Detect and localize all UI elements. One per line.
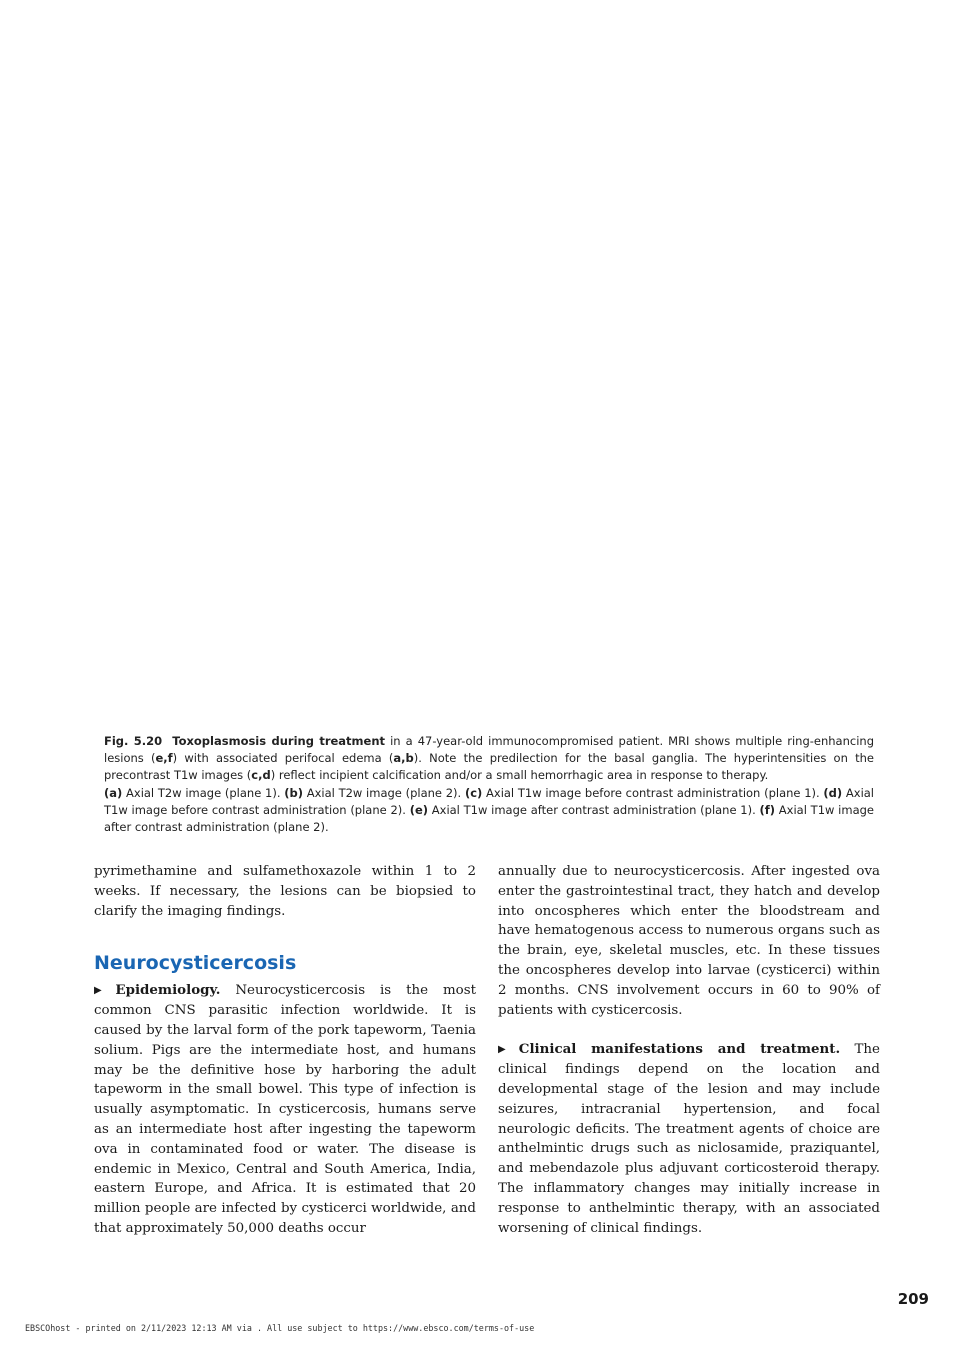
right-column [498,862,880,1238]
clinical-paragraph: ▶ Clinical manifestations and treatment. The clinical findings depend on the location and developmental stage of the lesion and may include seizures, intracranial hypertension, and focal neurologic deficits. The treatment agents of choice are anthelmintic drugs such as niclosamide, praziquantel, and mebendazole plus adjuvant corticosteroid therapy. The inflammatory changes may initially increase in response to anthelmintic therapy, with an associated worsening of clinical findings. [498,1041,880,1236]
print-footer: EBSCOhost - printed on 2/11/2023 12:13 AM via . All use subject to https://www.ebsco.com/terms-of-use [25,1323,535,1333]
page-number: 209 [897,1290,929,1308]
epidemiology-paragraph: ▶ Epidemiology. Neurocysticercosis is the most common CNS parasitic infection worldwide. It is caused by the larval form of the pork tapeworm, Taenia solium. Pigs are the intermediate host, and humans may be the definitive hose by harboring the adult tapeworm in the small bowel. This type of infection is usually asymptomatic. In cysticercosis, humans serve as an intermediate host after ingesting the tapeworm ova in contaminated food or water. The disease is endemic in Mexico, Central and South America, India, eastern Europe, and Africa. It is estimated that 20 million people are infected by cysticerci worldwide, and that approximately 50,000 deaths occur [94,982,476,1236]
left-column [94,862,476,1239]
continuation-paragraph: annually due to neurocysticercosis. After ingested ova enter the gastrointestinal tract, they hatch and develop into oncospheres which enter the bloodstream and have hematogenous access to numerous organs such as the brain, eye, skeletal muscles, etc. In these tissues the oncospheres develop into larvae (cysticerci) within 2 months. CNS involvement occurs in 60 to 90% of patients with cysticercosis. [498,864,880,1018]
figure-image-area [95,60,880,720]
caption-description: Fig. 5.20 Toxoplasmosis during treatment in a 47-year-old immunocompromised patient. MRI shows multiple ring-enhancing lesions (e,f) with associated perifocal edema (a,b). Note the predilection for the basal ganglia. The hyperintensities on the precontrast T1w images (c,d) reflect incipient calcification and/or a small hemorrhagic area in response to therapy. [104,734,875,783]
continuation-paragraph: pyrimethamine and sulfamethoxazole within 1 to 2 weeks. If necessary, the lesions can be biopsied to clarify the imaging findings. [94,864,476,919]
figure-caption [104,733,874,836]
section-heading: Neurocysticercosis [94,952,297,975]
figure-label: Fig. 5.20 [104,734,163,748]
figure-title: Toxoplasmosis during treatment [172,734,386,748]
caption-panels: (a) Axial T2w image (plane 1). (b) Axial T2w image (plane 2). (c) Axial T1w image before contrast administration (plane 1). (d) Axial T1w image before contrast administration (plane 2). (e) Axial T1w image after contrast administration (plane 1). (f) Axial T1w image after contrast administration (plane 2). [104,785,875,835]
triangle-bullet-icon: ▶ [94,985,113,997]
clinical-heading: Clinical manifestations and treatment. [518,1041,841,1058]
triangle-bullet-icon: ▶ [498,1044,516,1056]
epidemiology-heading: Epidemiology. [115,982,221,999]
